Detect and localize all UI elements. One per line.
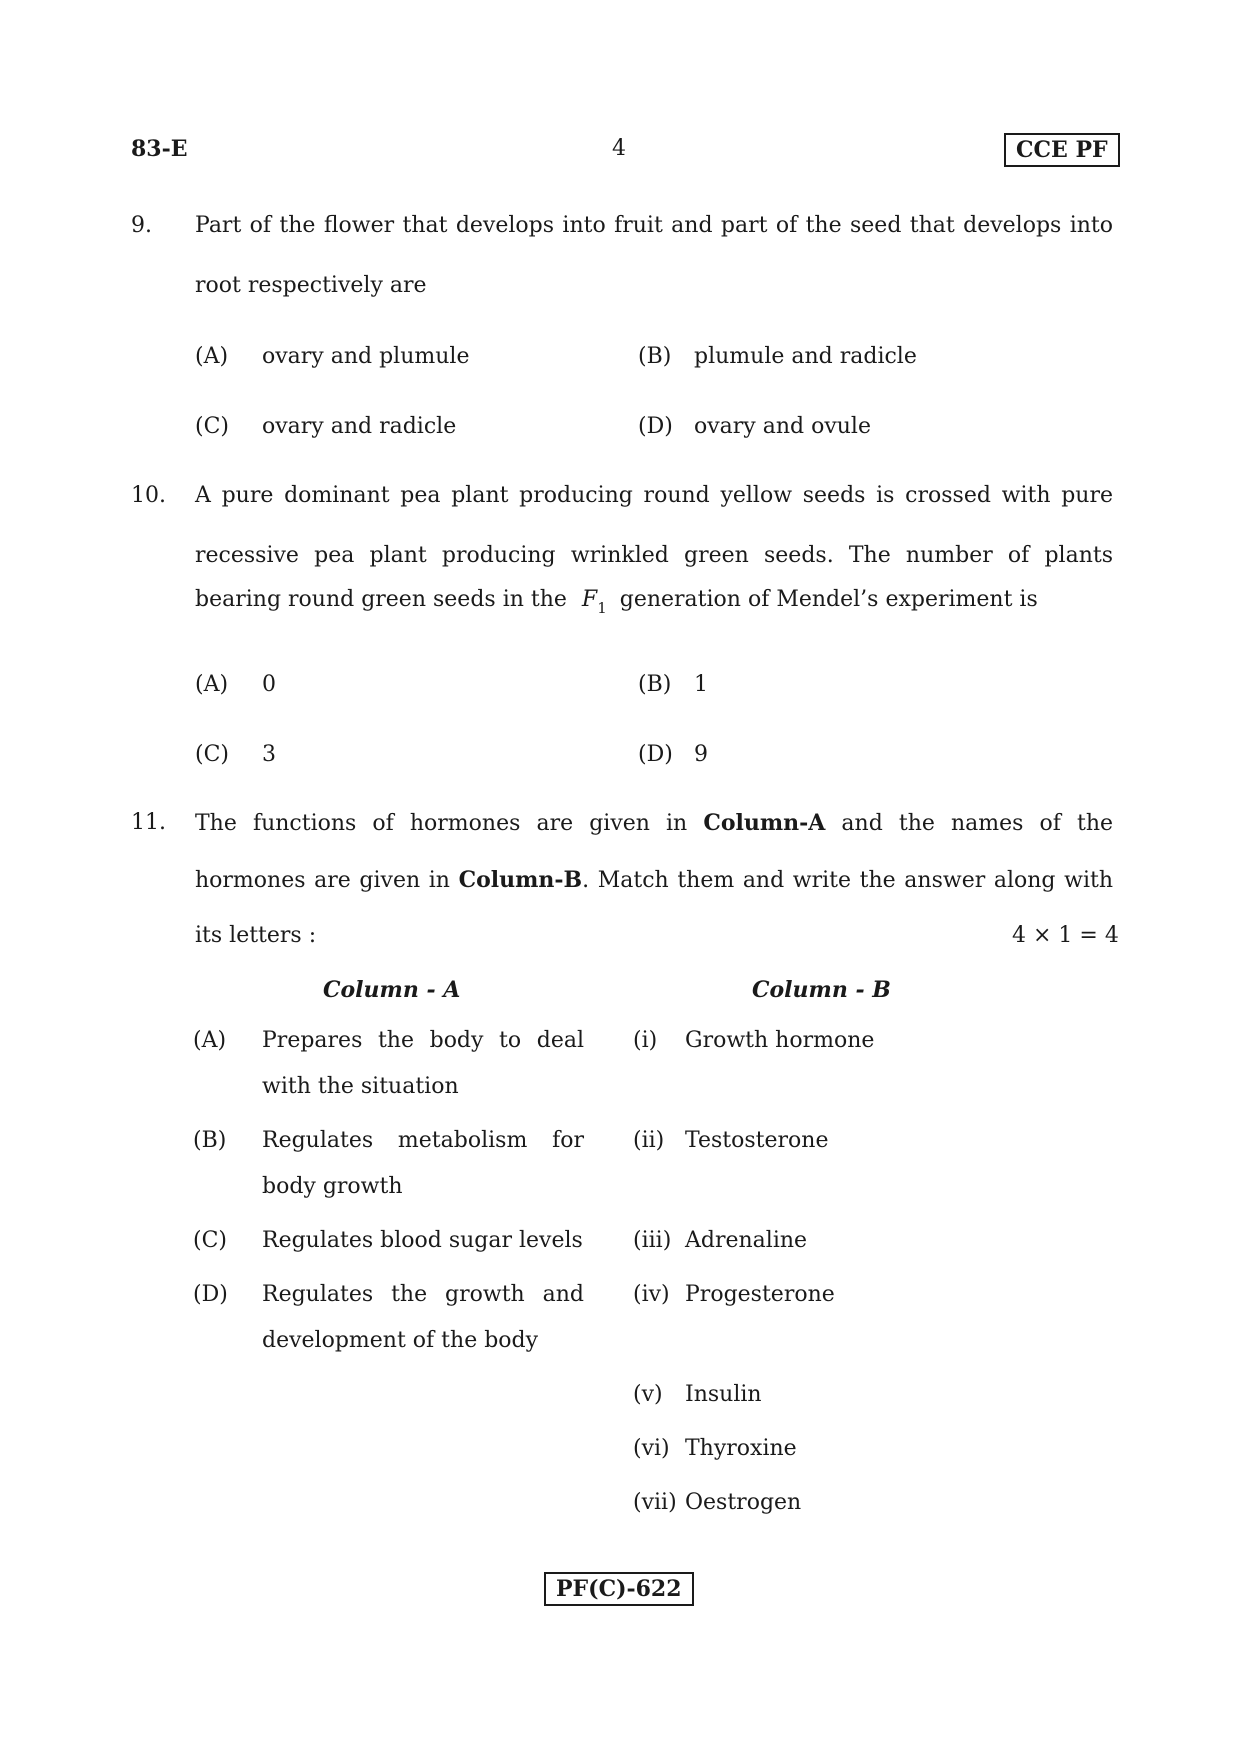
text-segment: and the names of the [841, 811, 1114, 836]
option-letter: (A) [195, 672, 229, 697]
column-a-text: development of the body [262, 1328, 539, 1353]
option-text: 1 [694, 672, 708, 697]
column-b-number: (iv) [633, 1282, 670, 1307]
paper-code: 83-E [131, 136, 188, 162]
option-letter: (B) [638, 344, 672, 369]
variable-f: F [581, 587, 598, 612]
column-b-text: Oestrogen [685, 1490, 802, 1515]
column-a-letter: (D) [193, 1282, 228, 1307]
column-b-text: Insulin [685, 1382, 762, 1407]
column-b-number: (ii) [633, 1128, 665, 1153]
option-letter: (A) [195, 344, 229, 369]
column-a-text: body growth [262, 1174, 403, 1199]
column-b-number: (i) [633, 1028, 658, 1053]
column-a-text: with the situation [262, 1074, 459, 1099]
question-number: 10. [131, 483, 166, 508]
option-text: ovary and plumule [262, 344, 470, 369]
option-letter: (C) [195, 414, 229, 439]
bold-term: Column-B [458, 867, 583, 893]
bold-term: Column-A [703, 810, 826, 836]
column-b-text: Testosterone [685, 1128, 829, 1153]
page-number: 4 [612, 136, 626, 161]
option-text: ovary and radicle [262, 414, 457, 439]
text-segment: . Match them and write the answer along with [582, 868, 1113, 893]
option-text: 0 [262, 672, 276, 697]
text-segment: The functions of hormones are given in [195, 811, 688, 836]
column-a-letter: (B) [193, 1128, 227, 1153]
column-b-text: Progesterone [685, 1282, 835, 1307]
column-b-number: (vi) [633, 1436, 670, 1461]
paper-label: CCE PF [1004, 133, 1120, 167]
text-segment: generation of Mendel’s experiment is [619, 587, 1038, 612]
column-a-title: Column - A [323, 977, 461, 1003]
question-text [195, 867, 1113, 893]
option-text: 9 [694, 742, 708, 767]
column-b-text: Adrenaline [685, 1228, 808, 1253]
question-text: recessive pea plant producing wrinkled green seeds. The number of plants [195, 543, 1113, 568]
marks: 4 × 1 = 4 [1012, 923, 1119, 948]
text-segment: hormones are given in [195, 868, 450, 893]
option-letter: (C) [195, 742, 229, 767]
column-b-text: Thyroxine [685, 1436, 797, 1461]
column-a-letter: (A) [193, 1028, 227, 1053]
column-b-number: (iii) [633, 1228, 672, 1253]
option-text: plumule and radicle [694, 344, 917, 369]
option-text: ovary and ovule [694, 414, 871, 439]
question-text [195, 810, 1113, 836]
column-a-letter: (C) [193, 1228, 227, 1253]
column-b-number: (vii) [633, 1490, 677, 1515]
column-b-title: Column - B [752, 977, 891, 1003]
footer-code: PF(C)-622 [544, 1572, 694, 1606]
option-text: 3 [262, 742, 276, 767]
option-letter: (D) [638, 414, 673, 439]
column-b-number: (v) [633, 1382, 663, 1407]
variable-subscript: 1 [597, 599, 607, 617]
column-a-text: Regulates the growth and [262, 1282, 584, 1307]
option-letter: (D) [638, 742, 673, 767]
question-number: 9. [131, 213, 152, 238]
text-segment: bearing round green seeds in the [195, 587, 567, 612]
question-text: its letters : [195, 923, 317, 948]
option-letter: (B) [638, 672, 672, 697]
column-b-text: Growth hormone [685, 1028, 875, 1053]
question-number: 11. [131, 810, 166, 835]
question-text: Part of the flower that develops into fruit and part of the seed that develops into [195, 213, 1113, 238]
question-text: A pure dominant pea plant producing round yellow seeds is crossed with pure [195, 483, 1113, 508]
column-a-text: Prepares the body to deal [262, 1028, 584, 1053]
question-text [195, 587, 1038, 617]
column-a-text: Regulates blood sugar levels [262, 1228, 583, 1253]
column-a-text: Regulates metabolism for [262, 1128, 584, 1153]
question-text: root respectively are [195, 273, 427, 298]
